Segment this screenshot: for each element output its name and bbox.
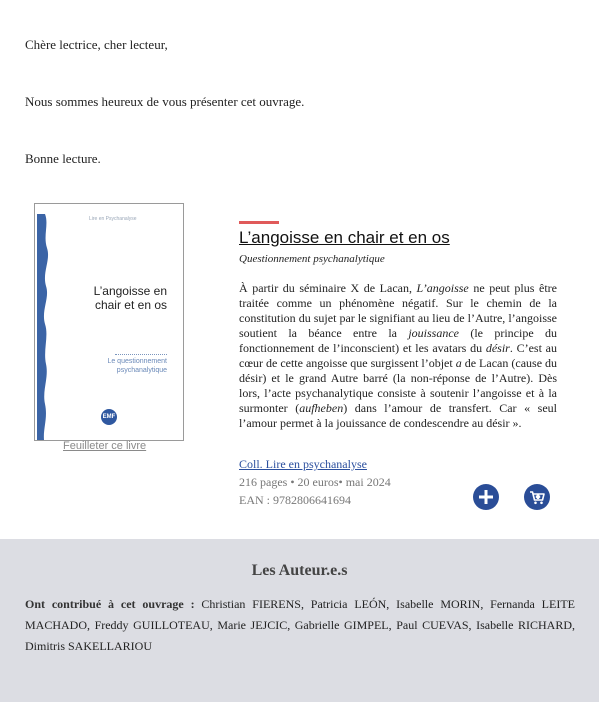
cover-series-label: Lire en Psychanalyse	[89, 216, 137, 222]
publisher-logo: EMF	[101, 409, 117, 425]
book-meta: 216 pages • 20 euros• mai 2024	[239, 475, 391, 489]
plus-icon	[473, 484, 499, 510]
book-ean: EAN : 9782806641694	[239, 493, 351, 507]
closing-text: Bonne lecture.	[25, 151, 101, 166]
contributors-names: Christian FIERENS, Patricia LEÓN, Isabelle MORIN, Fernanda LEITE MACHADO, Freddy GUILLOTEAU, Marie JEJCIC, Gabrielle GIMPEL, Paul CUEVAS, Isabelle RICHARD, Dimitris SAKELLARIOU	[25, 597, 575, 653]
book-subtitle: Questionnement psychanalytique	[239, 253, 385, 265]
cover-figure-shape	[37, 214, 59, 440]
authors-section	[0, 539, 599, 702]
cart-icon	[524, 484, 550, 510]
cover-title: L’angoisse en chair et en os	[93, 284, 167, 312]
book-description: À partir du séminaire X de Lacan, L’angoisse ne peut plus être traitée comme un phénomène négatif. Sur le chemin de la constitution du sujet par le signifiant au lieu de l’Autre, l’angoisse soutient la béance entre la jouissance (le principe du fonctionnement de l’inconscient) et les avatars du désir. C’est au cœur de cette angoisse que surgissent l’objet a de Lacan (cause du désir) et le grand Autre barré (la non-réponse de l’Autre). Dès lors, l’acte psychanalytique consiste à soutenir l’angoisse et à la surmonter (aufheben) dans l’amour de transfert. Car « seul l’amour permet à la jouissance de condescendre au désir ».	[239, 281, 558, 430]
contributors-text	[25, 594, 575, 657]
collection-link[interactable]: Coll. Lire en psychanalyse	[239, 457, 367, 471]
browse-book-link[interactable]: Feuilleter ce livre	[63, 440, 147, 452]
intro-text: Nous sommes heureux de vous présenter cet ouvrage.	[25, 94, 305, 109]
cover-divider	[115, 354, 167, 355]
add-button[interactable]	[473, 484, 499, 510]
add-to-cart-button[interactable]	[524, 484, 550, 510]
book-title-link[interactable]: L’angoisse en chair et en os	[239, 228, 450, 247]
cover-subtitle: Le questionnement psychanalytique	[107, 358, 167, 374]
book-cover[interactable]	[34, 203, 184, 441]
title-accent-bar	[239, 221, 279, 224]
authors-heading: Les Auteur.e.s	[251, 562, 348, 579]
greeting-text: Chère lectrice, cher lecteur,	[25, 37, 168, 52]
contributors-label: Ont contribué à cet ouvrage :	[25, 597, 195, 611]
